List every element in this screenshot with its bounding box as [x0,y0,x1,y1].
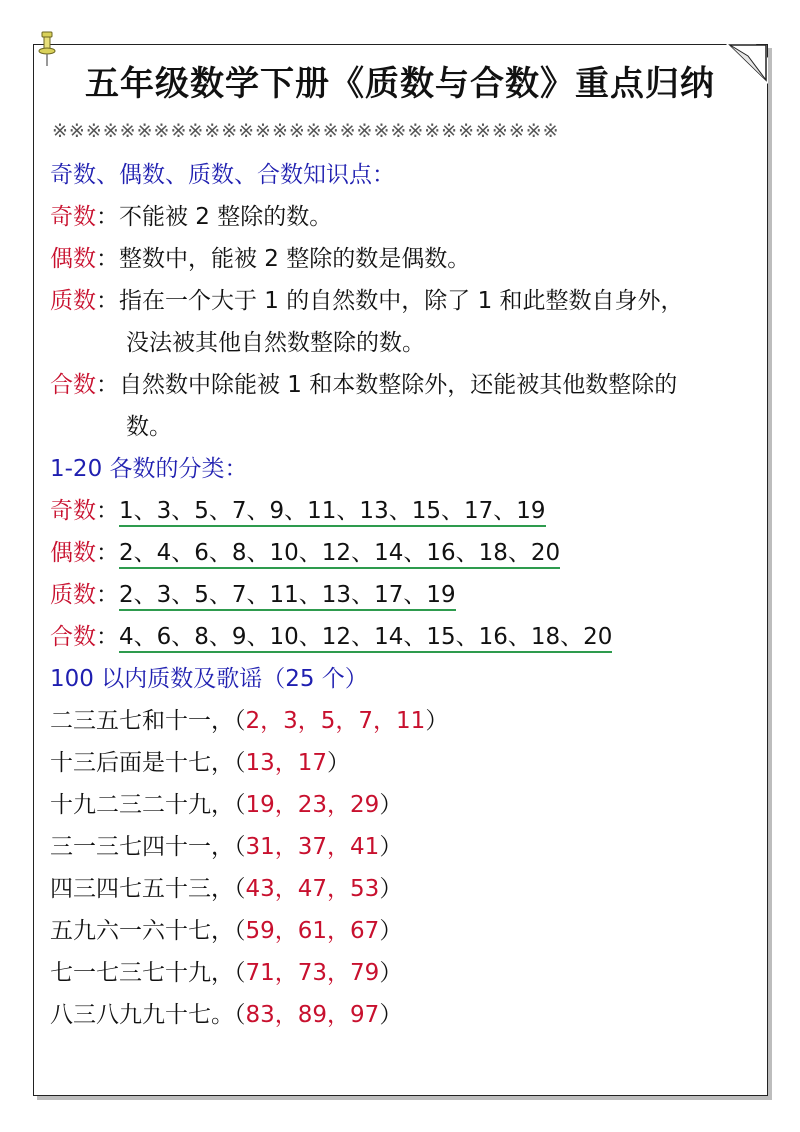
rhyme-verse: 十九二三二十九， [50,792,234,818]
rhyme-verse: 三一三七四十一， [50,834,234,860]
def-prime-text: ：指在一个大于 1 的自然数中，除了 1 和此整数自身外， [96,288,684,314]
rhyme-verse: 二三五七和十一， [50,708,234,734]
rhyme-primes: 31，37，41 [245,834,380,860]
rhyme-verse: 四三四七五十三， [50,876,234,902]
paren-close: ） [379,918,403,944]
paren-open: （ [234,876,246,902]
class-values: 2、3、5、7、11、13、17、19 [119,582,456,611]
rhyme-primes: 59，61，67 [245,918,380,944]
class-term: 偶数 [50,540,96,566]
paren-open: （ [234,1002,246,1028]
definition-even [50,244,470,274]
def-prime-continuation: 没法被其他自然数整除的数。 [126,330,425,356]
rhyme-primes: 2，3，5，7，11 [245,708,426,734]
rhyme-row [50,748,350,778]
page-title: 五年级数学下册《质数与合数》重点归纳 [85,64,715,104]
class-values: 1、3、5、7、9、11、13、15、17、19 [119,498,546,527]
classification-row [50,580,456,610]
paren-close: ） [379,960,403,986]
rhyme-row [50,916,402,946]
def-even-text: ：整数中，能被 2 整除的数是偶数。 [96,246,471,272]
definition-odd [50,202,332,232]
paren-open: （ [234,918,246,944]
paren-open: （ [234,708,246,734]
class-sep: ： [96,624,119,650]
rhyme-verse: 七一七三七十九， [50,960,234,986]
classification-row [50,622,612,652]
paren-close: ） [379,792,403,818]
def-odd-text: ：不能被 2 整除的数。 [96,204,333,230]
class-sep: ： [96,540,119,566]
rhyme-primes: 83，89，97 [245,1002,380,1028]
rhyme-primes: 71，73，79 [245,960,380,986]
class-values: 4、6、8、9、10、12、14、15、16、18、20 [119,624,612,653]
rhyme-row [50,958,402,988]
class-term: 合数 [50,624,96,650]
rhyme-row [50,790,402,820]
section-heading-rhyme: 100 以内质数及歌谣（25 个） [50,666,368,692]
rhyme-primes: 13，17 [245,750,328,776]
class-term: 质数 [50,582,96,608]
paren-open: （ [234,834,246,860]
class-sep: ： [96,582,119,608]
section-heading-knowledge: 奇数、偶数、质数、合数知识点： [50,162,395,188]
star-divider: ※※※※※※※※※※※※※※※※※※※※※※※※※※※※※※ [52,120,560,142]
paren-close: ） [379,876,403,902]
definition-prime [50,286,684,316]
rhyme-verse: 十三后面是十七， [50,750,234,776]
term-odd: 奇数 [50,204,96,230]
paren-close: ） [379,834,403,860]
section-heading-classification: 1-20 各数的分类： [50,456,248,482]
paren-open: （ [234,750,246,776]
class-values: 2、4、6、8、10、12、14、16、18、20 [119,540,560,569]
definition-composite [50,370,677,400]
class-term: 奇数 [50,498,96,524]
paren-open: （ [234,792,246,818]
term-composite: 合数 [50,372,96,398]
term-even: 偶数 [50,246,96,272]
rhyme-row [50,706,448,736]
rhyme-row [50,832,402,862]
paren-close: ） [327,750,351,776]
classification-row [50,538,560,568]
def-composite-continuation: 数。 [126,414,172,440]
rhyme-verse: 八三八九九十七。 [50,1002,234,1028]
rhyme-row [50,1000,402,1030]
rhyme-verse: 五九六一六十七， [50,918,234,944]
def-composite-text: ：自然数中除能被 1 和本数整除外，还能被其他数整除的 [96,372,678,398]
classification-row [50,496,546,526]
paren-open: （ [234,960,246,986]
rhyme-primes: 43，47，53 [245,876,380,902]
rhyme-row [50,874,402,904]
paren-close: ） [379,1002,403,1028]
class-sep: ： [96,498,119,524]
rhyme-primes: 19，23，29 [245,792,380,818]
paren-close: ） [425,708,449,734]
term-prime: 质数 [50,288,96,314]
